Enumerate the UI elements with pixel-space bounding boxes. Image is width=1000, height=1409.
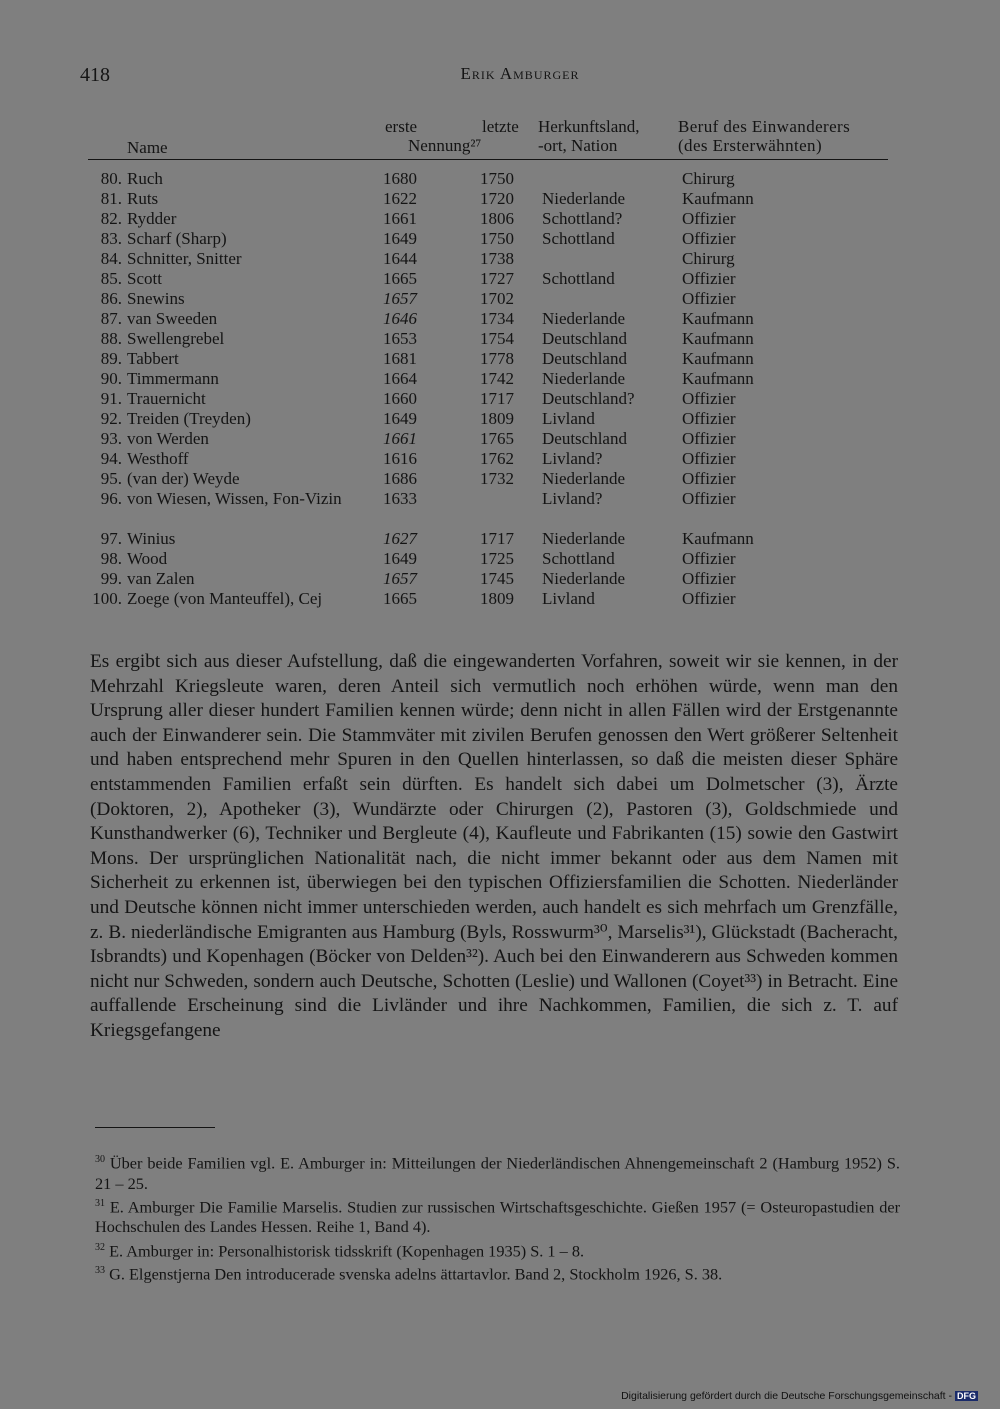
row-origin: Deutschland (542, 329, 627, 348)
table-row (0, 349, 1000, 369)
row-first-mention: 1664 (383, 369, 417, 388)
row-first-mention: 1649 (383, 549, 417, 568)
table-row (0, 569, 1000, 589)
row-last-mention: 1732 (480, 469, 514, 488)
row-first-mention: 1616 (383, 449, 417, 468)
row-origin: Schottland (542, 269, 615, 288)
row-last-mention: 1734 (480, 309, 514, 328)
row-profession: Offizier (682, 489, 736, 508)
row-origin: Deutschland (542, 349, 627, 368)
row-name: Rydder (127, 209, 177, 228)
row-origin: Livland? (542, 449, 603, 468)
row-number: 96. (100, 489, 122, 508)
table-row (0, 269, 1000, 289)
table-row (0, 409, 1000, 429)
row-origin: Niederlande (542, 569, 626, 588)
row-first-mention: 1681 (383, 349, 417, 368)
table-row (0, 169, 1000, 189)
row-profession: Offizier (682, 549, 736, 568)
row-last-mention: 1717 (480, 529, 514, 548)
row-first-mention: 1657 (383, 569, 417, 588)
row-origin: Niederlande (542, 309, 626, 328)
row-last-mention: 1762 (480, 449, 514, 468)
row-origin: Schottland? (542, 209, 623, 228)
row-number: 88. (100, 329, 122, 348)
row-origin: Livland (542, 589, 595, 608)
row-last-mention: 1727 (480, 269, 514, 288)
row-profession: Kaufmann (682, 529, 754, 548)
row-name: Zoege (von Manteuffel), Cej (127, 589, 323, 608)
row-profession: Kaufmann (682, 369, 754, 388)
row-number: 92. (100, 409, 122, 428)
header-name: Name (127, 138, 168, 157)
table-row (0, 449, 1000, 469)
row-origin: Deutschland (542, 429, 627, 448)
row-last-mention: 1750 (480, 169, 514, 188)
row-profession: Offizier (682, 409, 736, 428)
row-number: 83. (100, 229, 122, 248)
row-profession: Offizier (682, 449, 736, 468)
header-origin-2: -ort, Nation (538, 136, 618, 155)
footnote-text: E. Amburger in: Personalhistorisk tidsskrift (Kopenhagen 1935) S. 1 – 8. (109, 1241, 585, 1261)
row-profession: Offizier (682, 289, 736, 308)
row-profession: Offizier (682, 469, 736, 488)
table-row (0, 189, 1000, 209)
row-number: 84. (100, 249, 122, 268)
row-number: 86. (100, 289, 122, 308)
row-name: Tabbert (127, 349, 179, 368)
footnote (95, 1194, 900, 1238)
row-number: 93. (100, 429, 122, 448)
footnotes (95, 1150, 900, 1285)
row-first-mention: 1622 (383, 189, 417, 208)
row-name: von Werden (127, 429, 209, 448)
row-last-mention: 1725 (480, 549, 514, 568)
row-profession: Offizier (682, 569, 736, 588)
header-origin-1: Herkunftsland, (538, 117, 640, 136)
row-origin: Niederlande (542, 469, 626, 488)
footnote-text: G. Elgenstjerna Den introducerade svenska adelns ättartavlor. Band 2, Stockholm 1926, S. 38. (109, 1264, 723, 1284)
row-name: Trauernicht (127, 389, 206, 408)
row-name: Winius (127, 529, 176, 548)
table-header-rule (88, 159, 888, 160)
row-number: 87. (100, 309, 122, 328)
row-name: Wood (127, 549, 168, 568)
row-last-mention: 1720 (480, 189, 514, 208)
row-name: Schnitter, Snitter (127, 249, 242, 268)
row-profession: Kaufmann (682, 309, 754, 328)
table-row (0, 549, 1000, 569)
row-first-mention: 1649 (383, 229, 417, 248)
row-name: Scott (127, 269, 162, 288)
footer-text: Digitalisierung gefördert durch die Deutsche Forschungsgemeinschaft - (621, 1390, 952, 1402)
row-name: (van der) Weyde (127, 469, 240, 488)
row-number: 91. (100, 389, 122, 408)
row-last-mention: 1778 (480, 349, 514, 368)
footnote-mark: 31 (95, 1197, 105, 1209)
row-last-mention: 1702 (480, 289, 514, 308)
row-last-mention: 1742 (480, 369, 514, 388)
row-origin: Niederlande (542, 369, 626, 388)
dfg-footer (621, 1390, 978, 1402)
row-number: 97. (100, 529, 122, 548)
row-name: Swellengrebel (127, 329, 225, 348)
row-first-mention: 1660 (383, 389, 417, 408)
header-first: erste (385, 117, 418, 136)
row-origin: Deutschland? (542, 389, 635, 408)
row-first-mention: 1661 (383, 429, 417, 448)
row-profession: Kaufmann (682, 349, 754, 368)
footnote (95, 1150, 900, 1194)
row-origin: Livland (542, 409, 595, 428)
row-number: 95. (100, 469, 122, 488)
header-last: letzte (482, 117, 519, 136)
row-first-mention: 1665 (383, 269, 417, 288)
row-first-mention: 1649 (383, 409, 417, 428)
table-row (0, 429, 1000, 449)
row-name: Timmermann (127, 369, 219, 388)
row-name: Ruch (127, 169, 163, 188)
row-origin: Niederlande (542, 189, 626, 208)
row-profession: Offizier (682, 229, 736, 248)
table-row (0, 289, 1000, 309)
row-first-mention: 1686 (383, 469, 417, 488)
table-row (0, 469, 1000, 489)
header-job-2: (des Ersterwähnten) (678, 136, 823, 155)
row-number: 85. (100, 269, 122, 288)
row-profession: Chirurg (682, 249, 735, 268)
row-first-mention: 1653 (383, 329, 417, 348)
row-name: von Wiesen, Wissen, Fon-Vizin (127, 489, 342, 508)
table-row (0, 329, 1000, 349)
row-profession: Chirurg (682, 169, 735, 188)
dfg-logo: DFG (957, 1391, 976, 1402)
header-mention: Nennung²⁷ (408, 136, 482, 155)
row-last-mention: 1717 (480, 389, 514, 408)
row-first-mention: 1657 (383, 289, 417, 308)
row-number: 89. (100, 349, 122, 368)
row-first-mention: 1665 (383, 589, 417, 608)
table-row (0, 489, 1000, 529)
row-last-mention: 1745 (480, 569, 514, 588)
row-first-mention: 1661 (383, 209, 417, 228)
row-name: Scharf (Sharp) (127, 229, 227, 248)
row-first-mention: 1646 (383, 309, 417, 328)
footnote-rule (95, 1127, 215, 1128)
table-row (0, 589, 1000, 629)
table-row (0, 369, 1000, 389)
row-profession: Offizier (682, 389, 736, 408)
footnote-mark: 32 (95, 1241, 105, 1253)
row-name: Treiden (Treyden) (127, 409, 251, 428)
row-first-mention: 1627 (383, 529, 417, 548)
footnote-mark: 33 (95, 1265, 105, 1277)
row-origin: Livland? (542, 489, 603, 508)
row-first-mention: 1644 (383, 249, 417, 268)
row-number: 99. (100, 569, 122, 588)
row-last-mention: 1806 (480, 209, 514, 228)
row-number: 80. (100, 169, 122, 188)
row-name: van Zalen (127, 569, 195, 588)
row-first-mention: 1680 (383, 169, 417, 188)
footnote-text: E. Amburger Die Familie Marselis. Studien zur russischen Wirtschaftsgeschichte. Gießen 1957 (= Osteuropastudien der Hochschulen des Landes Hessen. Reihe 1, Band 4). (95, 1197, 900, 1237)
row-number: 90. (100, 369, 122, 388)
row-name: van Sweeden (127, 309, 218, 328)
row-name: Snewins (127, 289, 185, 308)
row-profession: Kaufmann (682, 329, 754, 348)
row-origin: Schottland (542, 549, 615, 568)
immigrant-table (0, 169, 1000, 629)
row-profession: Offizier (682, 429, 736, 448)
row-profession: Offizier (682, 269, 736, 288)
row-first-mention: 1633 (383, 489, 417, 508)
body-paragraph: Es ergibt sich aus dieser Aufstellung, daß die eingewanderten Vorfahren, soweit wir sie kennen, in der Mehrzahl Kriegsleute waren, deren Anteil sich vermutlich noch erhöhen würde, wenn man den Ursprung aller dieser hundert Familien kennen würde; denn nicht in allen Fällen wird der Erstgenannte auch der Einwanderer sein. Die Stammväter mit zivilen Berufen genossen den Wert größerer Seltenheit und haben entsprechend mehr Spuren in den Quellen hinterlassen, so daß die meisten dieser Sphäre entstammenden Familien erfaßt sein dürften. Es handelt sich dabei um Dolmetscher (3), Ärzte (Doktoren, 2), Apotheker (3), Wundärzte oder Chirurgen (2), Pastoren (3), Goldschmiede und Kunsthandwerker (6), Techniker und Bergleute (4), Kaufleute und Fabrikanten (15) sowie den Gastwirt Mons. Der ursprünglichen Nationalität nach, die nicht immer bekannt oder aus dem Namen mit Sicherheit zu erkennen ist, überwiegen bei den typischen Offiziersfamilien die Schotten. Niederländer und Deutsche können nicht immer unterschieden werden, auch handelt es sich mehrfach um Grenzfälle, z. B. niederländische Emigranten aus Hamburg (Byls, Rosswurm³⁰, Marselis³¹), Glückstadt (Bacheracht, Isbrandts) und Kopenhagen (Böcker von Delden³²). Auch bei den Einwanderern aus Schweden kommen nicht nur Schweden, sondern auch Deutsche, Schotten (Leslie) und Wallonen (Coyet³³) in Betracht. Eine auffallende Erscheinung sind die Livländer und ihre Nachkommen, Familien, die sich z. T. auf Kriegsgefangene (90, 651, 898, 1041)
footnote-mark: 30 (95, 1154, 105, 1165)
row-name: Ruts (127, 189, 159, 208)
table-row (0, 249, 1000, 269)
table-row (0, 389, 1000, 409)
running-head: Erik Amburger (460, 64, 580, 83)
row-number: 98. (100, 549, 122, 568)
table-row (0, 309, 1000, 329)
page-number: 418 (80, 64, 110, 86)
footnote (95, 1238, 900, 1262)
row-last-mention: 1765 (480, 429, 514, 448)
row-number: 81. (100, 189, 122, 208)
row-profession: Offizier (682, 589, 736, 608)
table-row (0, 229, 1000, 249)
row-profession: Offizier (682, 209, 736, 228)
row-last-mention: 1809 (480, 409, 514, 428)
row-last-mention: 1750 (480, 229, 514, 248)
table-row (0, 529, 1000, 549)
row-name: Westhoff (127, 449, 189, 468)
row-number: 100. (92, 589, 122, 608)
table-row (0, 209, 1000, 229)
row-profession: Kaufmann (682, 189, 754, 208)
row-last-mention: 1738 (480, 249, 514, 268)
row-number: 94. (100, 449, 122, 468)
footnote (95, 1261, 900, 1285)
row-number: 82. (100, 209, 122, 228)
header-job-1: Beruf des Einwanderers (678, 117, 851, 136)
row-origin: Niederlande (542, 529, 626, 548)
footnote-text: Über beide Familien vgl. E. Amburger in: Mitteilungen der Niederländischen Ahnengemeinschaft 2 (Hamburg 1952) S. 21 – 25. (95, 1153, 900, 1193)
row-last-mention: 1754 (480, 329, 514, 348)
row-origin: Schottland (542, 229, 615, 248)
row-last-mention: 1809 (480, 589, 514, 608)
